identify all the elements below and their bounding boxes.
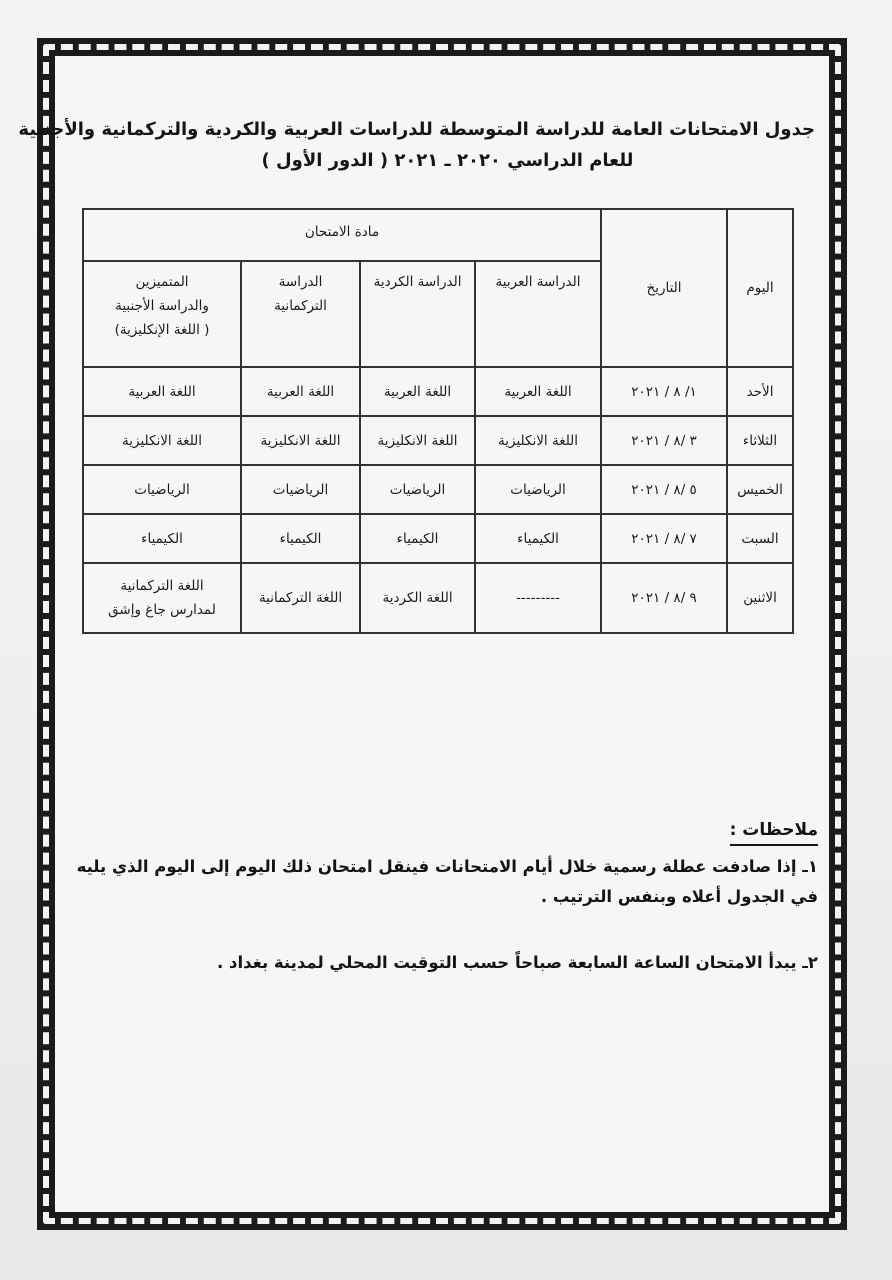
cell-arabic: الكيمياء [475,514,601,563]
cell-arabic: الرياضيات [475,465,601,514]
document-title [18,114,815,176]
cell-turkmen: اللغة العربية [241,367,360,416]
cell-date: ٥ /٨ / ٢٠٢١ [601,465,727,514]
cell-gifted: اللغة العربية [83,367,241,416]
note-1-line-1: ١ـ إذا صادفت عطلة رسمية خلال أيام الامتحانات فينقل امتحان ذلك اليوم إلى اليوم الذي يليه [76,857,818,876]
exam-schedule-table [82,208,794,634]
cell-gifted: اللغة الانكليزية [83,416,241,465]
title-line-1: جدول الامتحانات العامة للدراسة المتوسطة للدراسات العربية والكردية والتركمانية والأجنبية [18,119,815,140]
cell-gifted [83,563,241,633]
table-row [83,416,793,465]
note-1 [76,852,818,912]
header-turkmen-study [241,261,360,367]
cell-date: ١/ ٨ / ٢٠٢١ [601,367,727,416]
header-row-1 [83,209,793,261]
note-1-line-2: في الجدول أعلاه وبنفس الترتيب . [540,887,818,906]
cell-day: السبت [727,514,793,563]
notes-section [76,818,818,978]
cell-arabic: اللغة الانكليزية [475,416,601,465]
header-arabic-study: الدراسة العربية [475,261,601,367]
cell-date: ٣ /٨ / ٢٠٢١ [601,416,727,465]
header-day: اليوم [727,209,793,367]
header-date: التاريخ [601,209,727,367]
table-row [83,367,793,416]
table-row [83,514,793,563]
header-kurdish-study: الدراسة الكردية [360,261,475,367]
cell-kurdish: اللغة الانكليزية [360,416,475,465]
header-turkmen-line-1: الدراسة [278,274,323,290]
header-gifted-line-3: ( اللغة الإنكليزية) [114,322,210,338]
table-row [83,465,793,514]
cell-gifted: الكيمياء [83,514,241,563]
cell-turkmen: اللغة الانكليزية [241,416,360,465]
cell-day: الخميس [727,465,793,514]
cell-gifted: الرياضيات [83,465,241,514]
table-row [83,563,793,633]
header-gifted-line-2: والدراسة الأجنبية [115,298,209,314]
cell-turkmen: الرياضيات [241,465,360,514]
cell-gifted-line-1: اللغة التركمانية [120,578,204,594]
cell-gifted-line-2: لمدارس جاغ وإشق [108,602,216,618]
cell-date: ٩ /٨ / ٢٠٢١ [601,563,727,633]
cell-day: الاثنين [727,563,793,633]
cell-kurdish: الكيمياء [360,514,475,563]
cell-day: الأحد [727,367,793,416]
notes-heading: ملاحظات : [730,818,818,846]
note-2 [90,948,818,978]
note-2-line-1: ٢ـ يبدأ الامتحان الساعة السابعة صباحاً حسب التوقيت المحلي لمدينة بغداد . [217,953,818,972]
cell-turkmen: الكيمياء [241,514,360,563]
header-subject: مادة الامتحان [83,209,601,261]
cell-date: ٧ /٨ / ٢٠٢١ [601,514,727,563]
cell-arabic: --------- [475,563,601,633]
header-gifted-line-1: المتميزين [135,274,189,290]
cell-kurdish: اللغة العربية [360,367,475,416]
title-line-2: للعام الدراسي ٢٠٢٠ ـ ٢٠٢١ ( الدور الأول ) [261,150,634,171]
cell-day: الثلاثاء [727,416,793,465]
cell-arabic: اللغة العربية [475,367,601,416]
header-turkmen-line-2: التركمانية [274,298,327,314]
cell-turkmen: اللغة التركمانية [241,563,360,633]
header-gifted-foreign-study [83,261,241,367]
cell-kurdish: اللغة الكردية [360,563,475,633]
cell-kurdish: الرياضيات [360,465,475,514]
